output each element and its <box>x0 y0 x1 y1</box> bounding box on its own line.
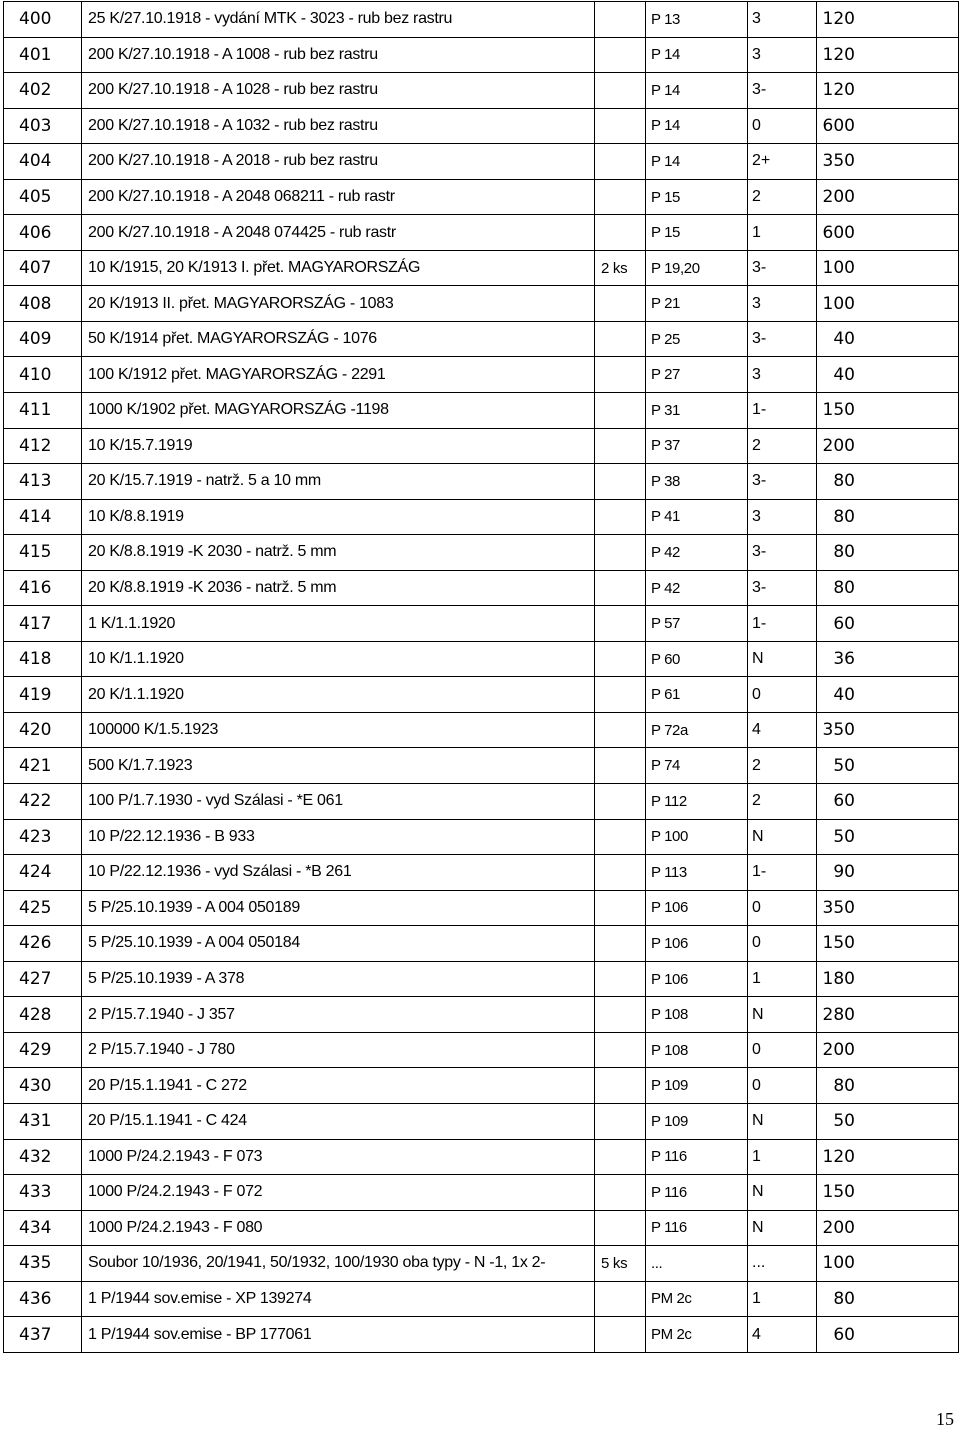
lot-number-cell: 424 <box>4 855 82 891</box>
condition-grade-cell: N <box>748 997 817 1033</box>
quantity-cell <box>595 570 646 606</box>
item-description-cell: 1 P/1944 sov.emise - XP 139274 <box>82 1281 595 1317</box>
price-cell: 80 <box>817 1281 959 1317</box>
table-row <box>4 535 959 571</box>
pick-reference-cell: P 21 <box>646 286 748 322</box>
quantity-cell <box>595 1068 646 1104</box>
lot-number-cell: 436 <box>4 1281 82 1317</box>
price-cell: 80 <box>817 464 959 500</box>
pick-reference-cell: PM 2c <box>646 1281 748 1317</box>
item-description-cell: 200 K/27.10.1918 - A 1008 - rub bez rastru <box>82 37 595 73</box>
quantity-cell <box>595 499 646 535</box>
table-row <box>4 890 959 926</box>
item-description-cell: Soubor 10/1936, 20/1941, 50/1932, 100/1930 oba typy - N -1, 1x 2- <box>82 1246 595 1282</box>
table-row <box>4 2 959 38</box>
quantity-cell <box>595 2 646 38</box>
quantity-cell <box>595 1139 646 1175</box>
lot-number-cell: 430 <box>4 1068 82 1104</box>
item-description-cell: 1000 K/1902 přet. MAGYARORSZÁG -1198 <box>82 393 595 429</box>
price-cell: 50 <box>817 748 959 784</box>
item-description-cell: 500 K/1.7.1923 <box>82 748 595 784</box>
price-cell: 350 <box>817 144 959 180</box>
lot-number-cell: 406 <box>4 215 82 251</box>
price-cell: 100 <box>817 1246 959 1282</box>
lot-number-cell: 422 <box>4 784 82 820</box>
price-cell: 200 <box>817 428 959 464</box>
item-description-cell: 10 K/15.7.1919 <box>82 428 595 464</box>
pick-reference-cell: P 37 <box>646 428 748 464</box>
lot-number-cell: 401 <box>4 37 82 73</box>
quantity-cell <box>595 997 646 1033</box>
lot-number-cell: 400 <box>4 2 82 38</box>
condition-grade-cell: 1 <box>748 215 817 251</box>
quantity-cell <box>595 37 646 73</box>
condition-grade-cell: 3- <box>748 464 817 500</box>
table-row <box>4 606 959 642</box>
quantity-cell <box>595 393 646 429</box>
price-cell: 200 <box>817 1032 959 1068</box>
quantity-cell <box>595 961 646 997</box>
condition-grade-cell: 3 <box>748 357 817 393</box>
table-row <box>4 1175 959 1211</box>
item-description-cell: 20 P/15.1.1941 - C 424 <box>82 1103 595 1139</box>
condition-grade-cell: N <box>748 1210 817 1246</box>
lot-number-cell: 420 <box>4 712 82 748</box>
item-description-cell: 1 P/1944 sov.emise - BP 177061 <box>82 1317 595 1353</box>
quantity-cell <box>595 428 646 464</box>
lot-number-cell: 405 <box>4 179 82 215</box>
item-description-cell: 200 K/27.10.1918 - A 2048 068211 - rub rastr <box>82 179 595 215</box>
lot-number-cell: 435 <box>4 1246 82 1282</box>
pick-reference-cell: P 108 <box>646 1032 748 1068</box>
pick-reference-cell: P 116 <box>646 1175 748 1211</box>
table-row <box>4 179 959 215</box>
table-row <box>4 250 959 286</box>
quantity-cell <box>595 819 646 855</box>
quantity-cell <box>595 712 646 748</box>
pick-reference-cell: P 108 <box>646 997 748 1033</box>
condition-grade-cell: 1 <box>748 1281 817 1317</box>
price-cell: 200 <box>817 179 959 215</box>
quantity-cell <box>595 215 646 251</box>
condition-grade-cell: 2 <box>748 428 817 464</box>
lot-number-cell: 409 <box>4 321 82 357</box>
table-row <box>4 855 959 891</box>
item-description-cell: 20 K/15.7.1919 - natrž. 5 a 10 mm <box>82 464 595 500</box>
price-cell: 36 <box>817 641 959 677</box>
condition-grade-cell: N <box>748 819 817 855</box>
table-row <box>4 1103 959 1139</box>
lot-number-cell: 431 <box>4 1103 82 1139</box>
condition-grade-cell: 3- <box>748 321 817 357</box>
condition-grade-cell: 0 <box>748 108 817 144</box>
price-cell: 80 <box>817 570 959 606</box>
item-description-cell: 200 K/27.10.1918 - A 1028 - rub bez rastru <box>82 73 595 109</box>
quantity-cell <box>595 784 646 820</box>
lot-number-cell: 428 <box>4 997 82 1033</box>
lot-number-cell: 407 <box>4 250 82 286</box>
quantity-cell <box>595 464 646 500</box>
lot-number-cell: 402 <box>4 73 82 109</box>
pick-reference-cell: P 106 <box>646 926 748 962</box>
table-row <box>4 1246 959 1282</box>
item-description-cell: 100 P/1.7.1930 - vyd Szálasi - *E 061 <box>82 784 595 820</box>
price-cell: 180 <box>817 961 959 997</box>
condition-grade-cell: 2 <box>748 179 817 215</box>
table-row <box>4 1317 959 1353</box>
pick-reference-cell: P 112 <box>646 784 748 820</box>
item-description-cell: 10 K/1.1.1920 <box>82 641 595 677</box>
item-description-cell: 25 K/27.10.1918 - vydání MTK - 3023 - rub bez rastru <box>82 2 595 38</box>
quantity-cell <box>595 890 646 926</box>
price-cell: 40 <box>817 357 959 393</box>
price-cell: 120 <box>817 37 959 73</box>
quantity-cell <box>595 286 646 322</box>
table-row <box>4 1139 959 1175</box>
page-number: 15 <box>936 1409 954 1429</box>
quantity-cell <box>595 677 646 713</box>
pick-reference-cell: P 57 <box>646 606 748 642</box>
lot-number-cell: 417 <box>4 606 82 642</box>
quantity-cell <box>595 1032 646 1068</box>
condition-grade-cell: 0 <box>748 677 817 713</box>
pick-reference-cell: P 14 <box>646 108 748 144</box>
lot-number-cell: 437 <box>4 1317 82 1353</box>
quantity-cell <box>595 748 646 784</box>
catalog-table <box>3 1 959 1353</box>
lot-number-cell: 418 <box>4 641 82 677</box>
quantity-cell <box>595 1210 646 1246</box>
condition-grade-cell: ... <box>748 1246 817 1282</box>
pick-reference-cell: P 116 <box>646 1210 748 1246</box>
condition-grade-cell: 3- <box>748 570 817 606</box>
table-row <box>4 499 959 535</box>
condition-grade-cell: 0 <box>748 1032 817 1068</box>
table-row <box>4 1210 959 1246</box>
table-row <box>4 570 959 606</box>
price-cell: 350 <box>817 712 959 748</box>
pick-reference-cell: P 14 <box>646 144 748 180</box>
table-row <box>4 357 959 393</box>
price-cell: 150 <box>817 926 959 962</box>
pick-reference-cell: P 116 <box>646 1139 748 1175</box>
pick-reference-cell: P 60 <box>646 641 748 677</box>
table-row <box>4 393 959 429</box>
price-cell: 600 <box>817 108 959 144</box>
table-row <box>4 1032 959 1068</box>
condition-grade-cell: 3- <box>748 73 817 109</box>
quantity-cell <box>595 73 646 109</box>
quantity-cell <box>595 1281 646 1317</box>
item-description-cell: 2 P/15.7.1940 - J 780 <box>82 1032 595 1068</box>
pick-reference-cell: P 13 <box>646 2 748 38</box>
item-description-cell: 20 K/8.8.1919 -K 2030 - natrž. 5 mm <box>82 535 595 571</box>
price-cell: 280 <box>817 997 959 1033</box>
pick-reference-cell: P 14 <box>646 37 748 73</box>
table-row <box>4 748 959 784</box>
price-cell: 150 <box>817 1175 959 1211</box>
price-cell: 90 <box>817 855 959 891</box>
item-description-cell: 5 P/25.10.1939 - A 378 <box>82 961 595 997</box>
quantity-cell <box>595 144 646 180</box>
quantity-cell <box>595 641 646 677</box>
price-cell: 60 <box>817 784 959 820</box>
quantity-cell <box>595 855 646 891</box>
pick-reference-cell: P 61 <box>646 677 748 713</box>
lot-number-cell: 426 <box>4 926 82 962</box>
condition-grade-cell: 1- <box>748 393 817 429</box>
lot-number-cell: 416 <box>4 570 82 606</box>
table-row <box>4 464 959 500</box>
lot-number-cell: 413 <box>4 464 82 500</box>
pick-reference-cell: P 15 <box>646 215 748 251</box>
price-cell: 120 <box>817 1139 959 1175</box>
price-cell: 80 <box>817 1068 959 1104</box>
table-row <box>4 321 959 357</box>
pick-reference-cell: P 106 <box>646 961 748 997</box>
pick-reference-cell: P 74 <box>646 748 748 784</box>
condition-grade-cell: N <box>748 1103 817 1139</box>
quantity-cell <box>595 926 646 962</box>
price-cell: 40 <box>817 677 959 713</box>
table-row <box>4 428 959 464</box>
condition-grade-cell: 4 <box>748 1317 817 1353</box>
lot-number-cell: 427 <box>4 961 82 997</box>
condition-grade-cell: 3- <box>748 250 817 286</box>
table-row <box>4 712 959 748</box>
lot-number-cell: 404 <box>4 144 82 180</box>
table-row <box>4 1068 959 1104</box>
item-description-cell: 10 K/1915, 20 K/1913 I. přet. MAGYARORSZÁG <box>82 250 595 286</box>
item-description-cell: 100000 K/1.5.1923 <box>82 712 595 748</box>
lot-number-cell: 419 <box>4 677 82 713</box>
table-row <box>4 961 959 997</box>
condition-grade-cell: 2+ <box>748 144 817 180</box>
table-row <box>4 73 959 109</box>
price-cell: 60 <box>817 606 959 642</box>
pick-reference-cell: ... <box>646 1246 748 1282</box>
price-cell: 120 <box>817 73 959 109</box>
pick-reference-cell: P 109 <box>646 1103 748 1139</box>
item-description-cell: 200 K/27.10.1918 - A 1032 - rub bez rastru <box>82 108 595 144</box>
quantity-cell <box>595 1103 646 1139</box>
item-description-cell: 20 P/15.1.1941 - C 272 <box>82 1068 595 1104</box>
item-description-cell: 20 K/8.8.1919 -K 2036 - natrž. 5 mm <box>82 570 595 606</box>
condition-grade-cell: 0 <box>748 1068 817 1104</box>
price-cell: 120 <box>817 2 959 38</box>
item-description-cell: 20 K/1913 II. přet. MAGYARORSZÁG - 1083 <box>82 286 595 322</box>
table-row <box>4 926 959 962</box>
condition-grade-cell: 4 <box>748 712 817 748</box>
price-cell: 200 <box>817 1210 959 1246</box>
pick-reference-cell: P 106 <box>646 890 748 926</box>
quantity-cell <box>595 535 646 571</box>
pick-reference-cell: P 72a <box>646 712 748 748</box>
price-cell: 60 <box>817 1317 959 1353</box>
price-cell: 100 <box>817 250 959 286</box>
pick-reference-cell: P 113 <box>646 855 748 891</box>
condition-grade-cell: 1- <box>748 606 817 642</box>
condition-grade-cell: 3 <box>748 2 817 38</box>
item-description-cell: 1 K/1.1.1920 <box>82 606 595 642</box>
quantity-cell <box>595 357 646 393</box>
condition-grade-cell: 2 <box>748 748 817 784</box>
condition-grade-cell: 3 <box>748 499 817 535</box>
quantity-cell: 2 ks <box>595 250 646 286</box>
lot-number-cell: 429 <box>4 1032 82 1068</box>
item-description-cell: 10 K/8.8.1919 <box>82 499 595 535</box>
pick-reference-cell: P 14 <box>646 73 748 109</box>
quantity-cell: 5 ks <box>595 1246 646 1282</box>
catalog-table-body <box>4 2 959 1353</box>
price-cell: 50 <box>817 819 959 855</box>
condition-grade-cell: 0 <box>748 890 817 926</box>
table-row <box>4 144 959 180</box>
lot-number-cell: 432 <box>4 1139 82 1175</box>
item-description-cell: 2 P/15.7.1940 - J 357 <box>82 997 595 1033</box>
price-cell: 40 <box>817 321 959 357</box>
table-row <box>4 215 959 251</box>
lot-number-cell: 423 <box>4 819 82 855</box>
table-row <box>4 819 959 855</box>
item-description-cell: 5 P/25.10.1939 - A 004 050184 <box>82 926 595 962</box>
lot-number-cell: 433 <box>4 1175 82 1211</box>
item-description-cell: 100 K/1912 přet. MAGYARORSZÁG - 2291 <box>82 357 595 393</box>
price-cell: 350 <box>817 890 959 926</box>
pick-reference-cell: PM 2c <box>646 1317 748 1353</box>
condition-grade-cell: 3 <box>748 37 817 73</box>
pick-reference-cell: P 109 <box>646 1068 748 1104</box>
lot-number-cell: 434 <box>4 1210 82 1246</box>
condition-grade-cell: 1 <box>748 961 817 997</box>
item-description-cell: 5 P/25.10.1939 - A 004 050189 <box>82 890 595 926</box>
lot-number-cell: 414 <box>4 499 82 535</box>
lot-number-cell: 425 <box>4 890 82 926</box>
table-row <box>4 286 959 322</box>
condition-grade-cell: 0 <box>748 926 817 962</box>
pick-reference-cell: P 25 <box>646 321 748 357</box>
condition-grade-cell: N <box>748 641 817 677</box>
lot-number-cell: 415 <box>4 535 82 571</box>
condition-grade-cell: 1 <box>748 1139 817 1175</box>
table-row <box>4 641 959 677</box>
condition-grade-cell: 1- <box>748 855 817 891</box>
lot-number-cell: 408 <box>4 286 82 322</box>
item-description-cell: 50 K/1914 přet. MAGYARORSZÁG - 1076 <box>82 321 595 357</box>
lot-number-cell: 403 <box>4 108 82 144</box>
condition-grade-cell: 2 <box>748 784 817 820</box>
pick-reference-cell: P 31 <box>646 393 748 429</box>
table-row <box>4 997 959 1033</box>
lot-number-cell: 411 <box>4 393 82 429</box>
lot-number-cell: 421 <box>4 748 82 784</box>
condition-grade-cell: 3- <box>748 535 817 571</box>
item-description-cell: 1000 P/24.2.1943 - F 072 <box>82 1175 595 1211</box>
table-row <box>4 108 959 144</box>
table-row <box>4 784 959 820</box>
quantity-cell <box>595 179 646 215</box>
item-description-cell: 10 P/22.12.1936 - B 933 <box>82 819 595 855</box>
table-row <box>4 1281 959 1317</box>
pick-reference-cell: P 41 <box>646 499 748 535</box>
item-description-cell: 200 K/27.10.1918 - A 2018 - rub bez rastru <box>82 144 595 180</box>
quantity-cell <box>595 606 646 642</box>
price-cell: 50 <box>817 1103 959 1139</box>
item-description-cell: 1000 P/24.2.1943 - F 073 <box>82 1139 595 1175</box>
price-cell: 600 <box>817 215 959 251</box>
price-cell: 100 <box>817 286 959 322</box>
price-cell: 80 <box>817 499 959 535</box>
item-description-cell: 200 K/27.10.1918 - A 2048 074425 - rub rastr <box>82 215 595 251</box>
pick-reference-cell: P 19,20 <box>646 250 748 286</box>
quantity-cell <box>595 108 646 144</box>
price-cell: 150 <box>817 393 959 429</box>
table-row <box>4 677 959 713</box>
item-description-cell: 20 K/1.1.1920 <box>82 677 595 713</box>
condition-grade-cell: N <box>748 1175 817 1211</box>
pick-reference-cell: P 27 <box>646 357 748 393</box>
quantity-cell <box>595 321 646 357</box>
pick-reference-cell: P 100 <box>646 819 748 855</box>
pick-reference-cell: P 42 <box>646 535 748 571</box>
lot-number-cell: 410 <box>4 357 82 393</box>
price-cell: 80 <box>817 535 959 571</box>
condition-grade-cell: 3 <box>748 286 817 322</box>
pick-reference-cell: P 15 <box>646 179 748 215</box>
quantity-cell <box>595 1317 646 1353</box>
item-description-cell: 1000 P/24.2.1943 - F 080 <box>82 1210 595 1246</box>
lot-number-cell: 412 <box>4 428 82 464</box>
table-row <box>4 37 959 73</box>
pick-reference-cell: P 38 <box>646 464 748 500</box>
item-description-cell: 10 P/22.12.1936 - vyd Szálasi - *B 261 <box>82 855 595 891</box>
pick-reference-cell: P 42 <box>646 570 748 606</box>
quantity-cell <box>595 1175 646 1211</box>
